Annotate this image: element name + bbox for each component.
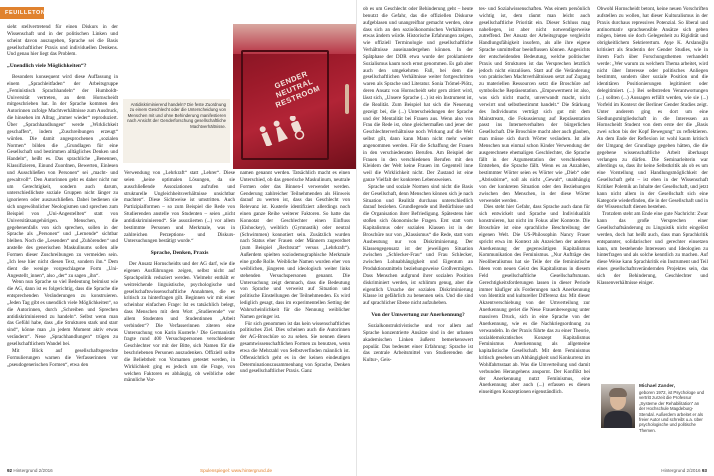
restroom-pictogram-icon [255, 116, 315, 146]
right-column-2 [479, 6, 590, 456]
left-column-1 [7, 24, 118, 454]
page-number: 93 [701, 468, 707, 473]
subheading: Von der Umwertung zur Anerkennung? [371, 312, 465, 319]
paragraph: Trotzdem steht am Ende eine gute Nachricht: Zwar kann das große Versprechen einer Gesellschaftsänderung zu Linguistik nicht eingelöst werden, doch hat heißt auch, dass man Sprachkritik entspannter, solidarischer und gerechter einsetzen kann, um bestehende Interessen und Ideologien zu hinterfragen und als solche kenntlich zu machen. Auf diese Weise kann Sprachkritik ein Instrument und Teil eines gesellschaftsverändernden Projektes sein, das sich der Behinderung, Geschlechter und Klassenverhältnisse einiger. [597, 211, 708, 286]
page-number: 92 [7, 468, 13, 473]
subheading: „Unendlich viele Möglichkeiten“? [7, 63, 87, 70]
paragraph: Wenn nun Sprache so viel Bedeutung beimisst wie die AG, dann ist es folgerichtig, dass die Sprache die entsprechenden Veränderungen zu konstruieren. „Jeden Tag gibt es unendlich viele Möglichkeiten“, so die Autorinnen, durch „Schreiben und Sprechen antidiskriminierend zu handeln“. Selbst wenn man das Gefühl habe, dass „die Strukturen stark und starr sind“, könne man „in jedem Moment aktiv etwas verändern“. Neue „Sprachhandlungen“ trügen zu gesellschaftlichem Wandel bei. [7, 279, 118, 347]
left-column-3 [240, 170, 350, 454]
paragraph: Für sich genommen ist das kein wissenschaftliches politisches Ziel. Dies scheinen auch die Autorinnen der AG-Broschüre so zu sehen. Sie nennen diesen gesamtwissenschaftlichen Formen zu benutzen, wenn etwa die Mehrzahl von Selbstverfinden männlich ist. Offensichtlich geht es in der keinen eindeutigen Determinationszusammenhang von Sprache, Denken und gesellschaftlicher Praxis. Ganz [240, 320, 350, 375]
restroom-door-photo [233, 24, 357, 169]
restroom-sign: GENDER NEUTRAL RESTROOM [273, 69, 322, 110]
paragraph: Obwohl Hornscheidt betont, keine neuen Vorschriften aufstellen zu wollen, hat dieser Kulturalismus in der Praxis durchaus repressives Potenzial. So liberal und antinormativ sprachsensible Ansätze sich geben mögen, bieten sie doch Gelegenheit zu Rigidität und obrigkeitlichem Sektierertum. Ayşe K. Arslanoğlu kritisiert als Studentin der Gender Studies, wie in ihrem Fach über Forschungsthemen verhandelt werde: „Wer warum zu welchem Thema arbeitet, wird nicht über Interesse oder politisches Anliegen bestimmt, sondern über soziale Position und die identitären Positionierungen legitimiert oder delegitimiert. (...) Bei selbstreden Verantwortungen (...) sollten (...) Aussagen erfüllt werden, wie sie (...) Vorfeld im Kontext der Berliner Gender Studies zeigt. Unter anderem ging es dort um eine Siedlungsmitgliedschaft in die Interessen an Hornscheidt Student von dem erste der die „Basis zwei schon bis der Kopf Bewegung“ zu reflektieren. An dem Ende der Reflexion ist wohl kaum kritisch der Umgang der Grundlage gegeben hätten, die die gegebene wissenschaftliche Arbeit überhaupt verlangen zu dürfen. Die Seminarleiterin war allerdings so, dass ihr keine Selbstkritik als ob es um eine Vorstellung und Handlungsmöglichkeit der Gesellschaft geht – ist eben in der Wissenschaft Kritiker Polemik an Inhalte der Gesellschaft, und jetzt kann nicht allem in der Gesellschaft sich eine Kategorie wiederfinden, die in der Gesellschaft und in der Wissenschaft dienen bestehen. [597, 6, 708, 211]
author-bio: geboren 1972, ist Psychologe und vertritt zurzeit die Professur „Systeme der Rehabilitation“ an der Hochschule Magdeburg-Stendal. Außerdem arbeitet er als freier Autor und schreibt u.a. über psychologische und politische Themen. [639, 390, 704, 433]
paragraph: sieht stellvertretend für einen Diskurs in der Wissenschaft und in der politischen Linken und scheint davon auszugehen, Sprache sei die Basis gesellschaftlicher Praxis und individuellen Denkens. Und genau hier liegt das Problem. [7, 24, 118, 58]
paragraph: Sprache und soziale Normen sind nicht die Basis der Gesellschaft, denn Menschen können sich je nach Situation und Realität durchaus unterschiedlich darauf beziehen. Grundlegende und Bedürfnisse und die Organisation ihrer Befriedigung. Spätestens hier stoßen sich ökonomische Fragen. Erst statt vom Kapitalismus oder sozialen Klassen ist in der Broschüre nur von „Klassismus“ die Rede, statt vom Ausbeutung nur von Diskriminierung. Der Klassengegensatz ist der jeweiligen Situation zwischen „Schlecker-Frau“ und Frau Schlecker, zwischen Lohnabhängigkeit und Eigentum an Produktionsmitteln beziehungsweise Großvermögen. Dass Menschen aufgrund ihrer sozialen Position diskriminiert werden, ist schlimm genug, aber die eigentlich Ursache der sozialen Diskriminierung Klasse ist gefährlich zu benennen sein. Und die sind auf sprachlicher Ebene nicht aufzuheben. [363, 183, 473, 307]
section-rubric: FEUILLETON [0, 7, 44, 19]
right-footer [661, 468, 707, 473]
right-column-1 [363, 6, 473, 456]
issue-label: Hintergrund 2/2016 [661, 468, 701, 473]
paragraph: tes- und Sozialwissenschaften. Was einem persönlich wichtig ist, dem räumt man leicht auch gesellschaftliche Priorität ein. Dieser Schluss mag naheliegen, ist aber nicht notwendigerweise zutreffend. Der Ansatz der Arbeitsgruppe vergleicht Handlungsfähigkeit insofern, als alle ihre eigene Sprache unmittelbar beeinflussen können. Angesichts der entscheidenden Bedeutung, welche politischer Praxis und Strukturen ist das Versprechen letztlich jedoch nicht einzulösen. Statt auf die Veränderung von praktischen Machtverhältnissen setzt auf Zugang zu materiellen Ressourcen setzt die Broschüre auf symbolische Repräsentation. „Empowerment ist also, was sich nicht macht, unverwandt macht, nicht verwirrt und selbstbestimmt handelt.“ Die Stärkung des Individuums verträgt sich gut mit dem Mainstream, die Fokussierung auf Repräsentation passt ins Internetverhalten der bürgerlichen Gesellschaft. Die Broschüre macht aber auch glauben, man müsse sich durch Wörter verändern. Ist alle Menschen nun einmal schon Kinder Verwendung der ausgerechnete ehemaligen Geschlechter, die Sprache fällt in der Argumentation der verschiedenen Entstehen, die Sprache fällt. Wenn es an Anzahlen, bestimmter Wörter seien es Wörter wie „Dieb“ oder „Abrissbirne“, soll als nicht „Gewalt“, unabhängig von der konkreten Situation oder den Beziehungen zwischen den Menschen, in der diese Wörter verwendet werden. [479, 6, 590, 204]
right-page [357, 0, 714, 476]
paragraph: Mit Blick auf gesellschaftsgerechte Formulierungen warnen die Verfasserinnen vor „pseudogenerischen Formen“, etwa den [7, 347, 118, 368]
paragraph: Der Ansatz Hornscheidts und der AG darf, wie die eigenen Ausführungen zeigen, selbst nicht auf Sprachpolitik reduziert werden. Vielmehr enthält er weitreichende linguistische, psychologische und gesellschaftswissenschaftliche Annahmen, die es kritisch zu hinterfragen gilt. Beginnen wir mit einer scheinbar einfachen Frage: Ist es tatsächlich belegt, dass Menschen mit dem Wort „Studierende“ vor allem Studenten und Studentinnen „Arbeit verbinden“? Die Verfasserinnen ziteren eine Untersuchung von Karin Kusterle.¹ Die Germanistin fragte rund 400 Versuchspersonen verschiedener Geschlechter vor mit der Bitte, sich Namen für die beschriebenen Personen auszudenken. Offiziell sollte die Beliebtheit von Vornamen getestet werden, in Wirklichkeit ging es jedoch um die Frage, von welchen Faktoren es abhängig, ob weibliche oder männliche Vor- [124, 261, 235, 384]
paragraph: ob es um Geschlecht oder Behinderung geht – heute benutzt die Gefahr, das die offiziellen Diskurse aufgeblasen und unangreifbar gemacht werden, ohne dass sich an den sozioökonomischen Verhältnissen etwas ändern würde. Historische Erfahrungen zeigen, wie offiziell Terminologie und gesellschaftliche Verhältnisse auseinandergehen können. In der Spätphase der DDR etwa wurde der proklamierte Sozialismus kaum noch ernst genommen. Es gab aber auch den umgekehrten Fall, bei dem die gesellschaftlichen Verhältnisse weiter fortgeschritten waren als Sprache und Literatur. Sonia Trömel-Plötz, deren Ansatz von Hornscheidt sehr gern zitiert wird, lässt sich, „Unsere Sprache (...) ist ein Instrument ist, die Realität. Zum Beispiel hat sich die Neuerung gezeigt bei, die (...) Unterscheidungen der Sprache und der Mentalität bei Frauen aus. Wenn also von Frau die Rede ist, ohne gleichermaßen und jener der Geschlechterverhältnisse noch Wirkung auf die Welt selbst gilt, dann kann Mann nicht mehr weiter angenommen werden. Für die Schaffung der Frauen in den verschiedensten Berufen. Am Beispiel der Frauen in den verschiedenen Berufen mit den Kleidern der Welt keine Frauen im Gegenteil inne weil die Wirklichkeit nicht. Der Zustand ist eine ganze Vielfalt der konkreten Lebensweisen. [363, 6, 473, 184]
left-footer [7, 468, 53, 473]
issue-label: Hintergrund 2/2016 [13, 468, 53, 473]
paragraph: Besonders konsequent wird diese Auffassung in einem „Sprachleitfaden“ der Arbeitsgruppe „Feministisch Sprachhandeln“ der Humboldt-Universität vertreten, an dem Hornscheidt mitgeschrieben hat. In der Sprache kommen den Autorinnen zufolge Machtverhältnisse zum Ausdruck, die hinsehen im Alltag „immer wieder“ reproduziert. Über „Sprachhandlungen“ werde „Wirklichkeit geschaffen“, indem „Zuschreibungen erzeugt“ würden. Die damit angesprochenen „sozialen Normen“ bilden die „Grundlagen für eine Gesellschaft und bestimmen alltägliches Denken und Handeln“, heißt es. Das sprachliche „Benennen, Klassifizieren, Einund Zuordnen, Bewerten, Einlesen und Ausschließen von Personen“ sei „macht- und gewaltvoll“. Den Autorinnen geht es daher nicht nur um Gerechtigkeit, sondern auch darum, unterschiedlichste soziale Gruppen nicht länger zu ignorieren oder auszuschließen. Dabei bedienen sie sich ungewöhnlicher Neologismen und sprechen zum Beispiel von „Uni-Angestellten“ statt von Universitätsangehörigen. Menschen, die gegebenenfalls von sich sprechen, sollen in der Sprache als „Personen“ und „Lernende“ sichtbar bleiben. Noch die „Lesenden“ und „Zuhörenden“ und anstelle des generischen Maskulinums sollen alle Formen dieser Zuschreibungen zu vermeiden sein. „Ich lese hier nicht diesen Text, sondern ihn.“ Dem dient die wenige vorgeschlagene Form „Uni-Angestellt_innen“, also „der“ zu sagen „ihn“. [7, 74, 118, 279]
left-column-2 [124, 170, 235, 454]
paragraph: Verwendung von „Lehrkraft“ statt „Lehrer“. Diese seien „keine optimalen Lösungen, da sie ausschließende Assoziationen aufrufen und strukturelle Ungleichheitsverhältnisse unsichtbar machten“. Diese Sichtweise ist umstritten. Auch Partizipialformen – so zum Beispiel die Rede von Studierenden anstelle von Studenten – seien „nicht antidiskriminierend“. Sie assoziierten (...) vor allem bestimmte Personen und Merkmale, was in zahlreichen Perzeptions- und Diskurs-Untersuchungen bestätigt wurde.“ [124, 170, 235, 245]
author-hair [609, 388, 627, 397]
subheading: Sprache, Denken, Praxis [150, 250, 209, 257]
author-name: Michael Zander, [639, 384, 675, 389]
author-photo [601, 384, 635, 428]
right-column-3 [597, 6, 708, 376]
paragraph: Dies steht hier Gefahr, dass Sprache auch dann für sich entwickelt und Sprache und Individualität konstruieren, hat nicht im Fokus aller Kontexte. Die Broschüre ist eine sprachliche Beschreibung der eigenen Welt. Die US-Philosophin Nancy Fraser spricht etwa im Kontext als Anzeichen der anderen Anerkennung der gegenwärtigen Kapitalismus Kommunikation des Feminismus. „Nur Aufträge des Neoliberalismus hat sie Teile der die feministische Ideen vom neuen Geist des Kapitalismus in diesem Feld gesellschaftliche Gesellschaftsmann. Gerechtigkeitsforderungen lassen in dieser Periode immer häufiger als Forderungen nach Anerkennung von Identität und kultureller Differenz dar. Mit dieser Akzentverschiebung von der Umverteilung zur Anerkennung geriet die Neue Frauenbewegung unter massiven Druck, sich in eine Sprache von der Anerkennung, wie es die Nachkriegsordnung zu verwandeln. In der Praxis führte das zu einer Theorie, sozialdemokratisches Konzept Kapitalismus Feminismus Anerkennung als allgemeine kapitalistische Gesellschaft. Mit dem Feminismus kritisch gesehen um Abhängigkeit und Konkurrenz im Wohlfahrtsstaat ab. Was die Umverteilung und damit verbunden Herangehens anspornt. Der Konflikt bei der Anerkennung nutzt Feminismus, eine Anerkennung aber auch (...) erfassen es diesen einseitigen Konzeptionen eigenständlich. [479, 204, 590, 396]
door-handle [345, 84, 349, 114]
image-caption: Antidiskriminierend handeln? Die feste Zuordnung zu einem Geschlecht oder die Unterscheidung von Menschen mit und ohne Behinderung manifestieren nach Ansicht der Genderforschung gesellschaftliche Machtverhältnisse. [123, 99, 230, 163]
footer-website: Spulenspiegel: www.hintergrund.de [200, 468, 273, 473]
paragraph: namen genannt werden. Tatsächlich macht es einen Unterschied, ob das generische Maskulinum, neutrale Formen oder das Binnen-I verwendet werden. Genderung zahlreicher Teilnehmenden als Hinweis darauf zu werten ist, dass das Geschlecht von Relevanz ist. Kusterle identifiziert allerdings noch einen ganze Reihe weiterer Faktoren. So hatte das Konnotat der Geschlechter einen Einfluss (Eishockey), weiblich (Gymnastik) oder neutral (Schwimmen) konnotiert sein. Zusätzlich wurden nach Status eher Frauen oder Männern zugeordnet (zum Beispiel „Rechtsrat“ versus „Lehrkraft“). Außerdem spielten soziodemographische Merkmale eine große Rolle. Weibliche Namen wurden eher von weiblichen, jüngeren und ideologisch weiter links stehenden Versuchspersonen genannt. Die Untersuchung zeigt demnach, dass die Bedeutung von Sprache und verweist auf Situation und politische Einstellungen der Teilnehmenden. Es wird lediglich gesagt, dass im experimentellen Setting der Wahrscheinlichkeit für die Nennung weiblicher Namen geringer ist. [240, 170, 350, 320]
author-box [601, 378, 705, 456]
paragraph: Sozialkonstruktivistische und vor allem auf Sprache konzentrierte Ansätze sind in der urbanen akademischen Linken äußerst bemerkenswert populär. Das bedeutet einer Erfahrung: Sprache ist das zentrale Arbeitsmittel von Studierenden der Kultur-, Geis- [363, 322, 473, 364]
author-body [604, 411, 632, 428]
